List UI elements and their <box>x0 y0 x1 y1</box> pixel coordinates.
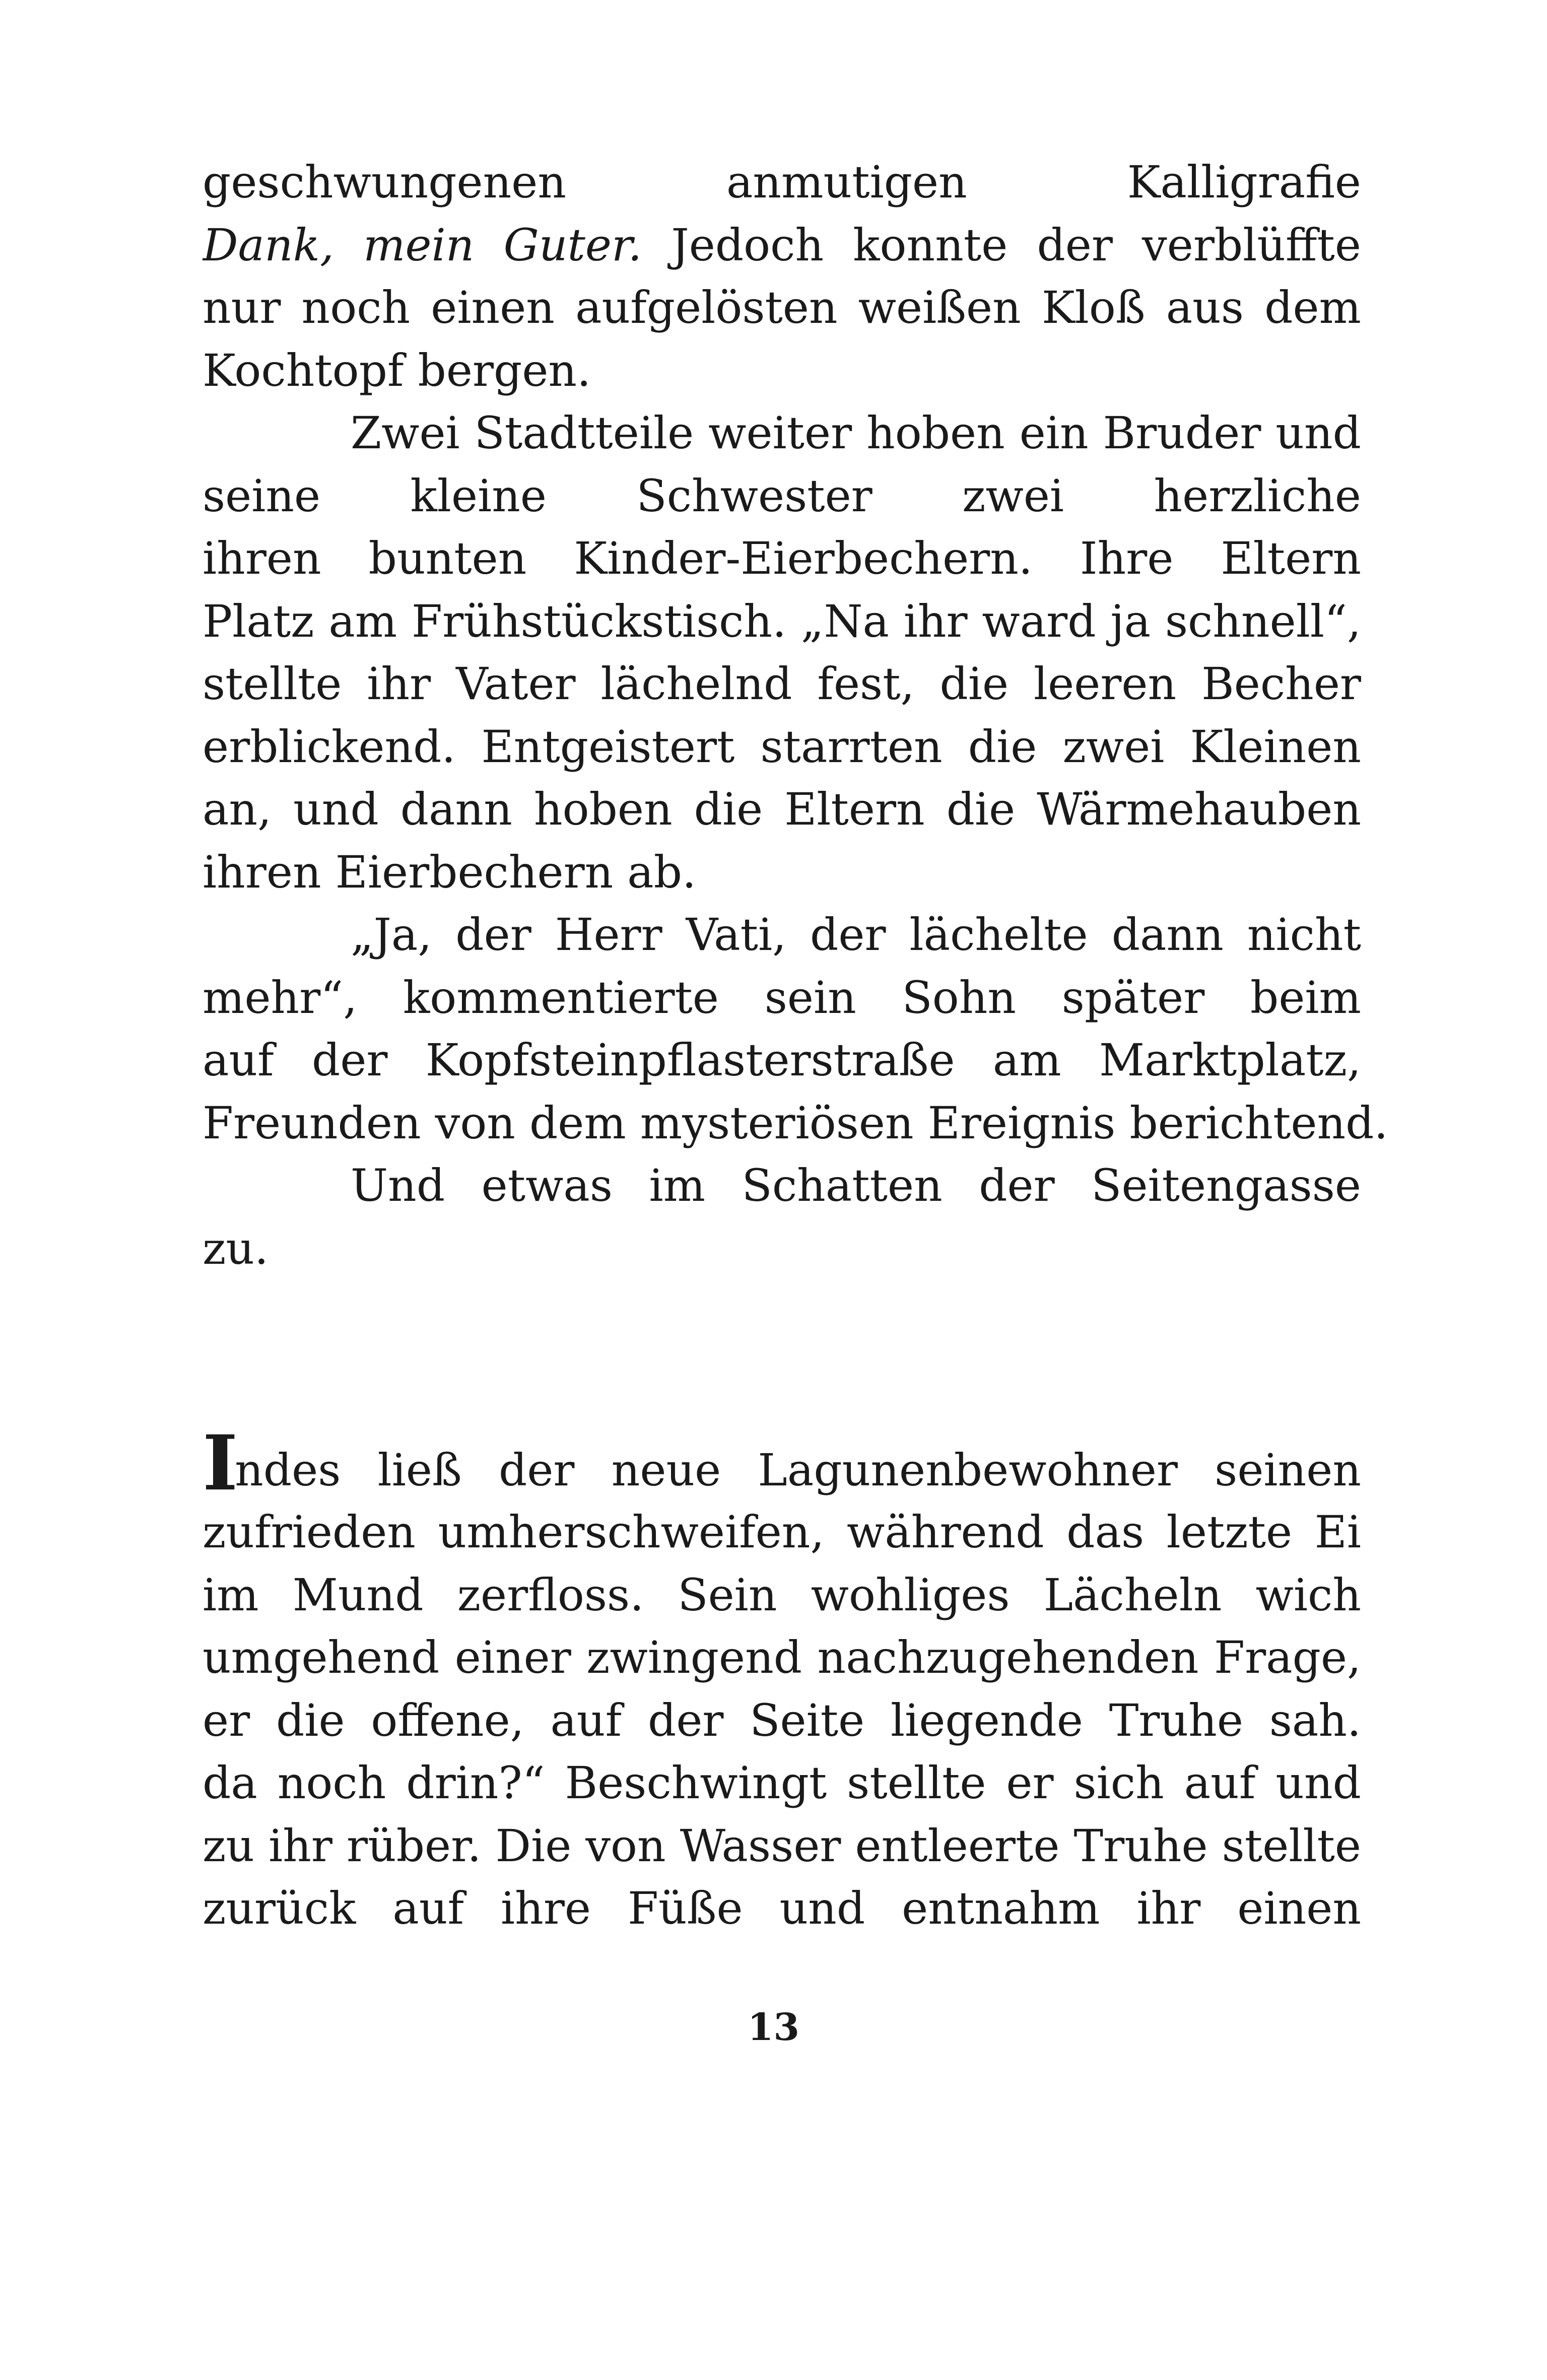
paragraph-4 <box>203 1154 1361 1280</box>
text-line: ihren Eierbechern ab. <box>203 846 697 898</box>
text-line: seine kleine Schwester zwei herzliche <box>203 469 1361 522</box>
text-block-bottom <box>203 1425 1361 1940</box>
text-line: Platz am Frühstückstisch. „Na ihr ward ja schnell“, <box>203 595 1361 647</box>
text-line: stellte ihr Vater lächelnd fest, die leeren Becher <box>203 658 1361 710</box>
text-line: zurück auf ihre Füße und entnahm ihr einen <box>203 1882 1361 1934</box>
drop-cap: I <box>203 1425 235 1501</box>
text-block-top <box>203 151 1388 1280</box>
text-line: nur noch einen aufgelösten weißen Kloß aus dem <box>203 282 1361 333</box>
text-line: mehr“, kommentierte sein Sohn später beim <box>203 971 1361 1024</box>
paragraph-3 <box>203 904 1388 1154</box>
text-line: geschwungenen anmutigen Kalligrafie <box>203 156 1361 208</box>
text-line: zu. <box>203 1222 269 1274</box>
page-number: 13 <box>748 2006 799 2049</box>
text-line: Kochtopf bergen. <box>203 344 591 396</box>
text-line-with-drop-cap: Indes ließ der neue Lagunenbewohner seinen <box>203 1425 1361 1501</box>
text-line: da noch drin?“ Beschwingt stellte er sich auf und <box>203 1757 1361 1809</box>
text-line: auf der Kopfsteinpflasterstraße am Marktplatz, <box>203 1034 1361 1086</box>
text-line: zu ihr rüber. Die von Wasser entleerte Truhe stellte <box>203 1819 1361 1872</box>
text-line: Freunden von dem mysteriösen Ereignis berichtend. <box>203 1097 1388 1149</box>
text-line: zufrieden umherschweifen, während das letzte Ei <box>203 1506 1361 1558</box>
text-line: „Ja, der Herr Vati, der lächelte dann nicht <box>351 909 1361 961</box>
text-line: ihren bunten Kinder-Eierbechern. Ihre Eltern <box>203 532 1361 584</box>
text-line: Dank, mein Guter. Jedoch konnte der verblüffte <box>203 219 1361 271</box>
text-line: umgehend einer zwingend nachzugehenden Frage, <box>203 1631 1361 1683</box>
text-line: Und etwas im Schatten der Seitengasse <box>351 1160 1361 1211</box>
text-line: im Mund zerfloss. Sein wohliges Lächeln wich <box>203 1569 1361 1621</box>
text-line: Zwei Stadtteile weiter hoben ein Bruder und <box>351 407 1361 459</box>
text-line: an, und dann hoben die Eltern die Wärmehauben <box>203 783 1361 835</box>
text-line: er die offene, auf der Seite liegende Truhe sah. <box>203 1694 1361 1746</box>
paragraph-1 <box>203 151 1361 402</box>
text-line: erblickend. Entgeistert starrten die zwei Kleinen <box>203 720 1361 773</box>
paragraph-2 <box>203 402 1361 904</box>
